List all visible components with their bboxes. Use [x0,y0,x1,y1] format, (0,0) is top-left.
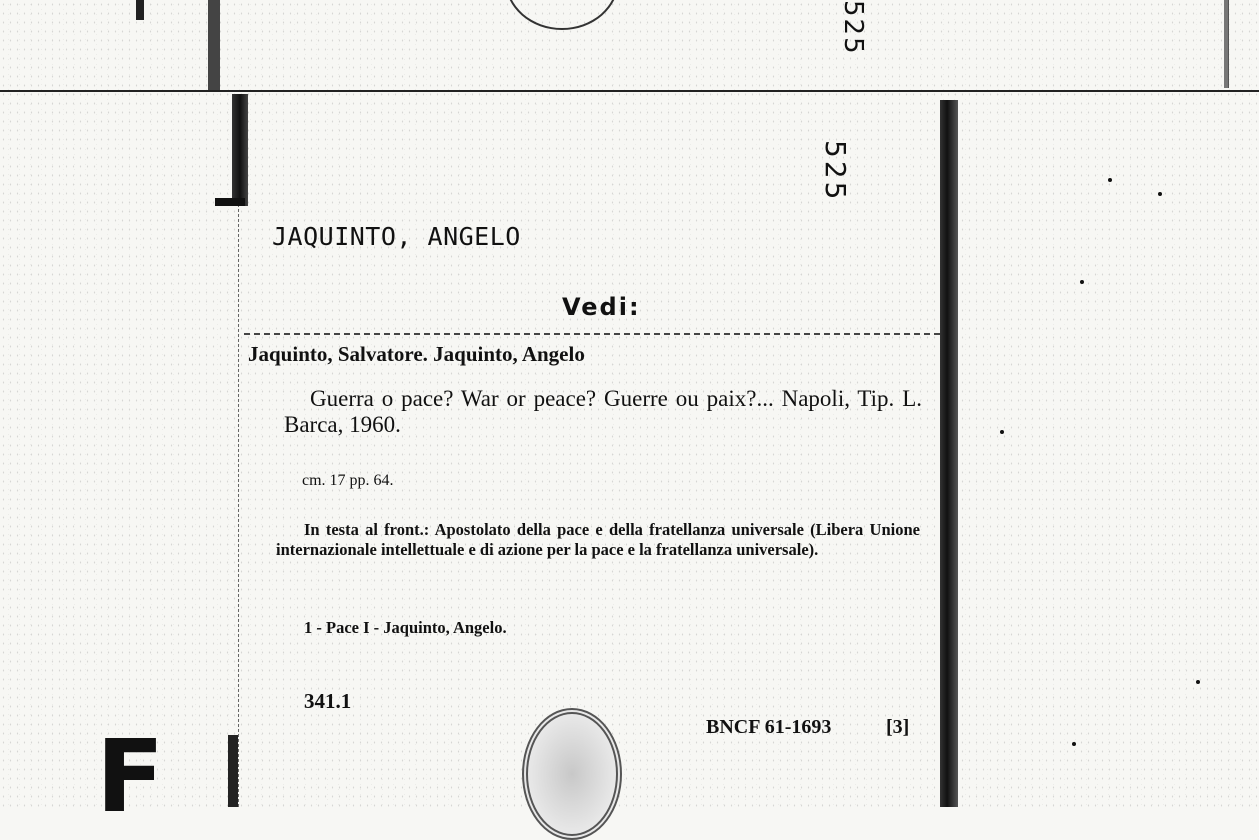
card-divider-mark [136,0,144,20]
card-number: 525 [819,140,852,203]
previous-card-number: 525 [838,0,868,56]
bottom-divider-bar [228,735,238,807]
card-tab-bar [232,94,248,206]
speck [1196,680,1200,684]
card-heading-name: JAQUINTO, ANGELO [272,222,521,251]
card-right-edge [940,100,958,807]
author-line: Jaquinto, Salvatore. Jaquinto, Angelo [248,342,585,366]
card-divider-bar [208,0,220,90]
card-edge-top [1224,0,1228,88]
speck [1108,178,1112,182]
card-separator-line [0,90,1259,92]
physical-description: cm. 17 pp. 64. [302,472,394,489]
speck [1000,430,1004,434]
speck [1072,742,1076,746]
speck [1080,280,1084,284]
dashed-rule [244,333,940,335]
card-sequence: [3] [886,716,910,738]
classification-number: 341.1 [304,689,352,713]
speck [1158,192,1162,196]
punch-hole [522,708,622,840]
title-statement: Guerra o pace? War or peace? Guerre ou paix?... Napoli, Tip. L. Barca, 1960. [284,386,922,437]
general-note: In testa al front.: Apostolato della pace e della fratellanza universale (Libera Unione internazionale intellettuale e di azione per la pace e la fratellanza universale). [276,520,920,559]
subject-tracings: 1 - Pace I - Jaquinto, Angelo. [304,618,507,637]
bibliographic-reference: BNCF 61-1693 [706,716,832,738]
card-tab-foot [215,198,245,206]
margin-letter: F [96,718,165,835]
previous-card [212,0,1229,88]
see-reference-label: Vedi: [562,293,641,321]
